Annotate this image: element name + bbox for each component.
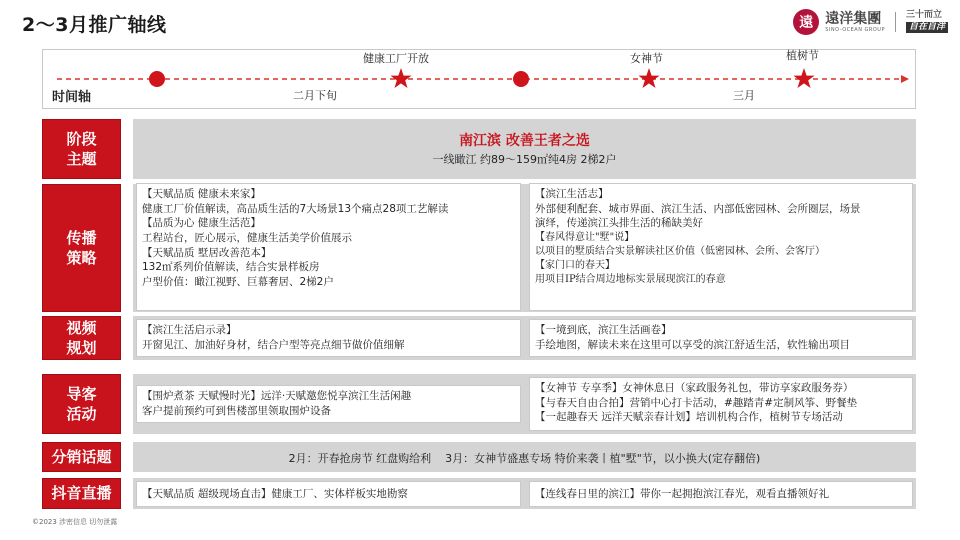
events-right-line: 【与春天自由合拍】营销中心打卡活动，#趣踏青#定制风筝、野餐垫: [535, 396, 858, 409]
row-label-douyin: 抖音直播: [42, 478, 121, 509]
comm-left-line: 工程站台，匠心展示，健康生活美学价值展示: [142, 232, 352, 245]
comm-left-line: 健康工厂价值解读，高品质生活的7大场景13个痛点28项工艺解读: [142, 202, 449, 215]
row-label-communication: 传播 策略: [42, 184, 121, 312]
timeline-panel: [42, 49, 916, 109]
timeline-period-mar: 三月: [733, 89, 755, 102]
anniversary-logo: [906, 11, 948, 33]
comm-right-line: 【家门口的春天】: [535, 260, 615, 272]
star-icon-womens-day: [639, 68, 660, 88]
video-right-line: 【一境到底，滨江生活画卷】: [535, 324, 672, 336]
star-icon-arbor-day: [794, 68, 815, 88]
comm-left-line: 【品质为心 健康生活范】: [142, 217, 261, 230]
events-right-line: 【一起趣春天 远洋天赋亲春计划】培训机构合作，植树节专场活动: [535, 411, 843, 424]
douyin-right-line: 【连线春日里的滨江】带你一起拥抱滨江春光，观看直播领好礼: [535, 488, 829, 500]
anniversary-logo-box: 自在自洋: [906, 22, 948, 33]
communication-left-box: [136, 183, 521, 311]
comm-right-line: 以项目的墅质结合实景解读社区价值（低密园林、会所、会客厅）: [535, 246, 825, 258]
timeline-axis-name: 时间轴: [52, 90, 92, 105]
star-icon-health-factory: [391, 68, 412, 88]
events-right-line: 【女神节 专享季】女神休息日（家政服务礼包，带访享家政服务券）: [535, 382, 854, 394]
confidentiality-footer: ©2023 涉密信息 切勿泄露: [32, 518, 118, 526]
events-left-box: [136, 385, 521, 423]
events-left-line: 【围炉煮茶 天赋慢时光】远洋·天赋邀您悦享滨江生活闲趣: [142, 390, 412, 402]
communication-right-box: [529, 183, 913, 311]
timeline-dot-start: [149, 71, 165, 87]
row-label-events: 导客 活动: [42, 374, 121, 434]
timeline-event-health-factory: 健康工厂开放: [363, 52, 429, 65]
row-label-stage: 阶段 主题: [42, 119, 121, 179]
video-left-line: 开窗见江、加油好身材，结合户型等亮点细节做价值细解: [142, 338, 405, 351]
comm-left-line: 户型价值：瞰江视野、巨幕奢居、2梯2户: [142, 276, 334, 289]
timeline-event-womens-day: 女神节: [630, 52, 663, 65]
company-logo: [793, 8, 948, 36]
video-left-box: [136, 319, 521, 357]
comm-right-line: 外部便利配套、城市界面、滨江生活、内部低密园林、会所圈层，场景: [535, 202, 861, 215]
comm-right-line: 【春风得意让"墅"说】: [535, 232, 635, 244]
timeline-dot-mid: [513, 71, 529, 87]
douyin-left-line: 【天赋品质 超级现场直击】健康工厂、实体样板实地勘察: [142, 488, 408, 500]
row-label-video: 视频 规划: [42, 316, 121, 360]
comm-left-line: 【天赋品质 健康未来家】: [142, 188, 261, 200]
comm-right-line: 演绎，传递滨江头排生活的稀缺美好: [535, 217, 703, 230]
logo-mark-icon: 遠: [793, 9, 819, 35]
distribution-text: 2月：开春抢房节 红盘购给利 3月：女神节盛惠专场 特价来袭丨植"墅"节，以小换大(定存翻倍): [288, 452, 761, 465]
video-left-line: 【滨江生活启示录】: [142, 324, 237, 336]
anniversary-logo-top: 三十而立: [905, 10, 942, 20]
timeline-period-feb: 二月下旬: [293, 89, 337, 102]
logo-divider: [895, 12, 896, 32]
comm-right-line: 【滨江生活志】: [535, 188, 609, 200]
timeline-arrow-icon: [901, 75, 909, 83]
logo-company-name-en: SINO-OCEAN GROUP: [825, 26, 885, 33]
stage-title: 南江滨 改善王者之选: [459, 133, 590, 149]
logo-company-name: 遠洋集團: [825, 10, 882, 27]
comm-left-line: 132㎡系列价值解读，结合实景样板房: [142, 261, 320, 274]
row-label-distribution: 分销话题: [42, 442, 121, 472]
events-right-box: [529, 377, 913, 431]
douyin-left-box: [136, 481, 521, 507]
video-right-line: 手绘地图，解读未来在这里可以享受的滨江舒适生活，软性输出项目: [535, 338, 850, 351]
video-right-box: [529, 319, 913, 357]
comm-left-line: 【天赋品质 墅居改善范本】: [142, 246, 272, 259]
page-title: 2～3月推广轴线: [22, 14, 167, 36]
timeline-event-arbor-day: 植树节: [786, 49, 819, 62]
events-left-line: 客户提前预约可到售楼部里领取围炉设备: [142, 404, 331, 417]
comm-right-line: 用项目IP结合周边地标实景展现滨江的春意: [535, 274, 726, 286]
stage-subtitle: 一线瞰江 约89～159㎡纯4房 2梯2户: [432, 153, 617, 166]
douyin-right-box: [529, 481, 913, 507]
